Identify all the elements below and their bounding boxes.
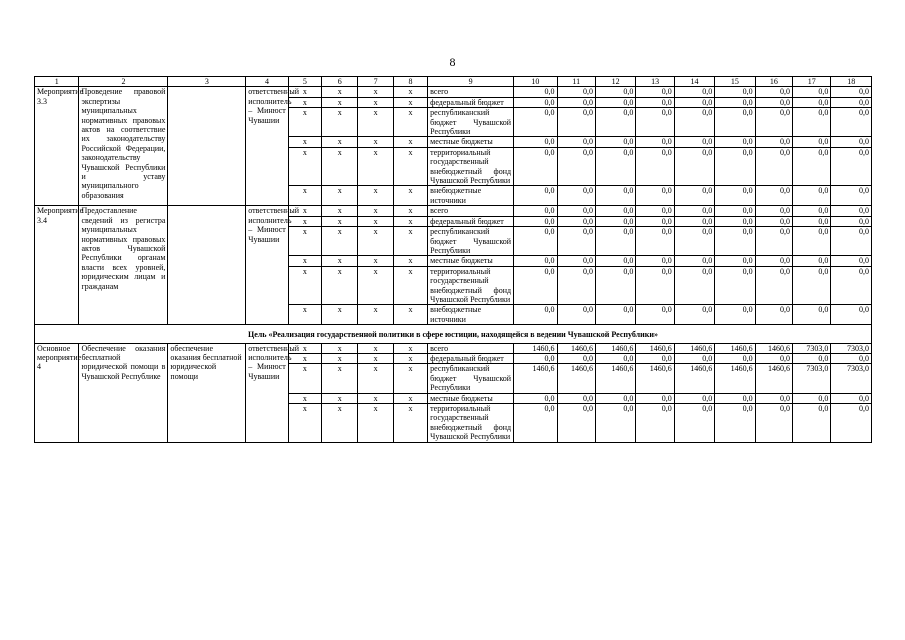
funding-value: 0,0 <box>557 256 595 266</box>
funding-value: 0,0 <box>674 186 714 206</box>
funding-value: 7303,0 <box>793 364 831 393</box>
funding-value: 0,0 <box>831 227 872 256</box>
code-mark: x <box>322 353 358 363</box>
funding-value: 1460,6 <box>557 343 595 353</box>
funding-value: 1460,6 <box>595 364 635 393</box>
code-mark: x <box>322 108 358 137</box>
code-mark: x <box>322 404 358 443</box>
funding-value: 0,0 <box>755 186 792 206</box>
code-mark: x <box>288 186 321 206</box>
code-mark: x <box>393 206 427 216</box>
funding-value: 0,0 <box>674 227 714 256</box>
funding-value: 0,0 <box>793 266 831 305</box>
goal-heading: Цель «Реализация государственной политики в сфере юстиции, находящейся в ведении Чувашской Республики» <box>35 325 872 343</box>
funding-value: 0,0 <box>793 186 831 206</box>
code-mark: x <box>288 256 321 266</box>
funding-source: всего <box>428 206 514 216</box>
funding-value: 0,0 <box>636 137 674 147</box>
funding-value: 0,0 <box>755 216 792 226</box>
funding-source: республиканский бюджет Чувашской Республики <box>428 227 514 256</box>
funding-value: 0,0 <box>636 216 674 226</box>
code-mark: x <box>393 353 427 363</box>
funding-value: 0,0 <box>674 404 714 443</box>
code-mark: x <box>393 256 427 266</box>
code-mark: x <box>393 404 427 443</box>
column-number: 7 <box>358 77 393 87</box>
funding-value: 0,0 <box>793 216 831 226</box>
column-number: 13 <box>636 77 674 87</box>
code-mark: x <box>358 137 393 147</box>
funding-value: 0,0 <box>595 393 635 403</box>
funding-value: 0,0 <box>793 353 831 363</box>
funding-value: 0,0 <box>793 206 831 216</box>
funding-value: 0,0 <box>674 147 714 186</box>
funding-value: 0,0 <box>793 305 831 325</box>
code-mark: x <box>288 393 321 403</box>
funding-value: 0,0 <box>715 147 755 186</box>
funding-value: 0,0 <box>674 97 714 107</box>
funding-value: 7303,0 <box>831 343 872 353</box>
funding-value: 0,0 <box>715 353 755 363</box>
column-number: 11 <box>557 77 595 87</box>
code-mark: x <box>393 87 427 97</box>
funding-value: 0,0 <box>514 97 557 107</box>
funding-value: 0,0 <box>514 147 557 186</box>
code-mark: x <box>322 266 358 305</box>
funding-value: 0,0 <box>715 108 755 137</box>
funding-value: 0,0 <box>831 216 872 226</box>
code-mark: x <box>393 393 427 403</box>
funding-value: 0,0 <box>557 147 595 186</box>
measure-target <box>168 87 246 206</box>
funding-value: 0,0 <box>674 393 714 403</box>
funding-source: всего <box>428 343 514 353</box>
funding-value: 7303,0 <box>793 343 831 353</box>
funding-source: внебюджетные источники <box>428 305 514 325</box>
funding-value: 1460,6 <box>674 364 714 393</box>
funding-value: 0,0 <box>793 108 831 137</box>
code-mark: x <box>393 108 427 137</box>
funding-source: федеральный бюджет <box>428 97 514 107</box>
code-mark: x <box>322 206 358 216</box>
funding-value: 0,0 <box>514 186 557 206</box>
funding-value: 0,0 <box>557 137 595 147</box>
code-mark: x <box>358 227 393 256</box>
funding-value: 1460,6 <box>557 364 595 393</box>
funding-value: 0,0 <box>557 87 595 97</box>
funding-value: 0,0 <box>636 256 674 266</box>
funding-value: 0,0 <box>715 97 755 107</box>
page-number: 8 <box>449 55 456 69</box>
column-number: 16 <box>755 77 792 87</box>
code-mark: x <box>288 266 321 305</box>
code-mark: x <box>288 404 321 443</box>
funding-value: 0,0 <box>755 353 792 363</box>
funding-value: 0,0 <box>636 266 674 305</box>
funding-source: территориальный государственный внебюджетный фонд Чувашской Республики <box>428 266 514 305</box>
funding-value: 0,0 <box>755 404 792 443</box>
code-mark: x <box>322 256 358 266</box>
funding-value: 0,0 <box>674 256 714 266</box>
code-mark: x <box>322 186 358 206</box>
funding-value: 0,0 <box>755 108 792 137</box>
funding-value: 0,0 <box>831 108 872 137</box>
funding-value: 0,0 <box>755 97 792 107</box>
code-mark: x <box>393 186 427 206</box>
funding-value: 0,0 <box>715 305 755 325</box>
funding-value: 0,0 <box>715 227 755 256</box>
funding-source: федеральный бюджет <box>428 216 514 226</box>
funding-value: 1460,6 <box>715 364 755 393</box>
column-number: 18 <box>831 77 872 87</box>
funding-value: 0,0 <box>595 137 635 147</box>
code-mark: x <box>393 227 427 256</box>
funding-value: 0,0 <box>755 305 792 325</box>
column-number: 5 <box>288 77 321 87</box>
funding-value: 0,0 <box>831 353 872 363</box>
code-mark: x <box>358 256 393 266</box>
funding-value: 0,0 <box>715 256 755 266</box>
funding-value: 0,0 <box>831 87 872 97</box>
funding-value: 0,0 <box>636 404 674 443</box>
code-mark: x <box>358 343 393 353</box>
funding-value: 0,0 <box>557 266 595 305</box>
funding-value: 0,0 <box>674 137 714 147</box>
funding-value: 0,0 <box>674 353 714 363</box>
funding-value: 0,0 <box>595 186 635 206</box>
funding-value: 0,0 <box>595 227 635 256</box>
column-number: 3 <box>168 77 246 87</box>
code-mark: x <box>288 108 321 137</box>
column-number: 9 <box>428 77 514 87</box>
code-mark: x <box>322 393 358 403</box>
code-mark: x <box>288 343 321 353</box>
measure-target: обеспечение оказания бесплатной юридической помощи <box>168 343 246 442</box>
code-mark: x <box>358 97 393 107</box>
funding-value: 0,0 <box>514 108 557 137</box>
funding-value: 1460,6 <box>755 343 792 353</box>
funding-value: 1460,6 <box>674 343 714 353</box>
funding-value: 0,0 <box>715 206 755 216</box>
code-mark: x <box>288 305 321 325</box>
column-number: 1 <box>35 77 79 87</box>
funding-value: 0,0 <box>595 305 635 325</box>
funding-value: 0,0 <box>595 256 635 266</box>
funding-value: 1460,6 <box>514 364 557 393</box>
funding-value: 0,0 <box>595 97 635 107</box>
funding-value: 0,0 <box>793 227 831 256</box>
code-mark: x <box>288 87 321 97</box>
code-mark: x <box>393 266 427 305</box>
funding-value: 1460,6 <box>715 343 755 353</box>
code-mark: x <box>358 404 393 443</box>
funding-source: республиканский бюджет Чувашской Республики <box>428 364 514 393</box>
column-number: 2 <box>79 77 168 87</box>
funding-value: 0,0 <box>595 216 635 226</box>
funding-value: 0,0 <box>636 108 674 137</box>
code-mark: x <box>358 353 393 363</box>
funding-value: 0,0 <box>636 87 674 97</box>
code-mark: x <box>393 216 427 226</box>
funding-value: 0,0 <box>793 137 831 147</box>
funding-value: 0,0 <box>755 227 792 256</box>
funding-value: 0,0 <box>595 266 635 305</box>
code-mark: x <box>358 216 393 226</box>
funding-value: 0,0 <box>557 305 595 325</box>
funding-value: 0,0 <box>595 108 635 137</box>
funding-value: 0,0 <box>831 393 872 403</box>
funding-value: 1460,6 <box>595 343 635 353</box>
funding-source: местные бюджеты <box>428 137 514 147</box>
code-mark: x <box>288 227 321 256</box>
code-mark: x <box>288 97 321 107</box>
funding-row <box>35 343 872 353</box>
funding-value: 0,0 <box>755 206 792 216</box>
funding-value: 0,0 <box>793 97 831 107</box>
code-mark: x <box>358 186 393 206</box>
funding-value: 0,0 <box>636 206 674 216</box>
code-mark: x <box>322 364 358 393</box>
funding-source: всего <box>428 87 514 97</box>
funding-value: 0,0 <box>514 353 557 363</box>
funding-value: 0,0 <box>831 147 872 186</box>
code-mark: x <box>393 97 427 107</box>
funding-value: 0,0 <box>755 137 792 147</box>
funding-value: 7303,0 <box>831 364 872 393</box>
funding-value: 0,0 <box>514 266 557 305</box>
funding-value: 0,0 <box>636 353 674 363</box>
column-number: 14 <box>674 77 714 87</box>
code-mark: x <box>358 87 393 97</box>
funding-value: 0,0 <box>755 147 792 186</box>
funding-source: местные бюджеты <box>428 393 514 403</box>
code-mark: x <box>322 97 358 107</box>
funding-source: федеральный бюджет <box>428 353 514 363</box>
funding-value: 0,0 <box>793 256 831 266</box>
measure-code: Основное мероприятие 4 <box>35 343 79 442</box>
funding-value: 0,0 <box>831 404 872 443</box>
funding-value: 0,0 <box>831 266 872 305</box>
code-mark: x <box>288 147 321 186</box>
funding-value: 0,0 <box>831 186 872 206</box>
column-number-row <box>35 77 872 87</box>
funding-value: 1460,6 <box>514 343 557 353</box>
column-number: 15 <box>715 77 755 87</box>
funding-value: 0,0 <box>715 404 755 443</box>
code-mark: x <box>358 266 393 305</box>
code-mark: x <box>322 137 358 147</box>
measure-code: Мероприятие 3.3 <box>35 87 79 206</box>
funding-value: 0,0 <box>831 97 872 107</box>
column-number: 4 <box>246 77 288 87</box>
funding-value: 0,0 <box>674 108 714 137</box>
funding-value: 0,0 <box>793 87 831 97</box>
funding-value: 1460,6 <box>636 364 674 393</box>
goal-row <box>35 325 872 343</box>
code-mark: x <box>358 305 393 325</box>
funding-value: 0,0 <box>674 206 714 216</box>
funding-value: 0,0 <box>715 266 755 305</box>
code-mark: x <box>288 137 321 147</box>
code-mark: x <box>288 206 321 216</box>
funding-value: 0,0 <box>715 137 755 147</box>
funding-value: 0,0 <box>514 87 557 97</box>
funding-value: 0,0 <box>636 393 674 403</box>
code-mark: x <box>358 206 393 216</box>
funding-value: 0,0 <box>595 353 635 363</box>
funding-source: республиканский бюджет Чувашской Республики <box>428 108 514 137</box>
funding-row <box>35 206 872 216</box>
funding-value: 0,0 <box>674 87 714 97</box>
funding-value: 0,0 <box>715 216 755 226</box>
code-mark: x <box>322 227 358 256</box>
code-mark: x <box>322 87 358 97</box>
funding-value: 0,0 <box>715 186 755 206</box>
code-mark: x <box>358 147 393 186</box>
measure-responsible: ответственный исполнитель – Минюст Чувашии <box>246 206 288 325</box>
funding-value: 0,0 <box>557 108 595 137</box>
funding-value: 0,0 <box>557 186 595 206</box>
funding-value: 0,0 <box>557 404 595 443</box>
code-mark: x <box>288 216 321 226</box>
funding-value: 0,0 <box>514 393 557 403</box>
funding-value: 0,0 <box>595 404 635 443</box>
program-table <box>34 76 872 443</box>
code-mark: x <box>358 108 393 137</box>
funding-value: 0,0 <box>636 227 674 256</box>
column-number: 6 <box>322 77 358 87</box>
column-number: 12 <box>595 77 635 87</box>
funding-value: 0,0 <box>674 216 714 226</box>
funding-value: 0,0 <box>557 393 595 403</box>
measure-responsible: ответственный исполнитель – Минюст Чувашии <box>246 87 288 206</box>
table-body <box>35 77 872 443</box>
code-mark: x <box>358 393 393 403</box>
funding-value: 0,0 <box>793 404 831 443</box>
funding-value: 0,0 <box>514 404 557 443</box>
funding-value: 0,0 <box>755 393 792 403</box>
funding-source: территориальный государственный внебюджетный фонд Чувашской Республики <box>428 404 514 443</box>
funding-value: 0,0 <box>557 216 595 226</box>
code-mark: x <box>322 216 358 226</box>
column-number: 10 <box>514 77 557 87</box>
funding-value: 0,0 <box>557 206 595 216</box>
funding-value: 0,0 <box>755 87 792 97</box>
code-mark: x <box>358 364 393 393</box>
code-mark: x <box>393 147 427 186</box>
funding-value: 0,0 <box>514 206 557 216</box>
funding-row <box>35 87 872 97</box>
funding-value: 0,0 <box>514 256 557 266</box>
funding-value: 0,0 <box>674 305 714 325</box>
funding-source: внебюджетные источники <box>428 186 514 206</box>
funding-value: 0,0 <box>715 87 755 97</box>
funding-value: 0,0 <box>557 353 595 363</box>
funding-source: местные бюджеты <box>428 256 514 266</box>
funding-value: 0,0 <box>831 137 872 147</box>
funding-value: 0,0 <box>636 147 674 186</box>
funding-value: 0,0 <box>636 305 674 325</box>
funding-value: 0,0 <box>557 227 595 256</box>
code-mark: x <box>393 343 427 353</box>
code-mark: x <box>288 353 321 363</box>
code-mark: x <box>322 305 358 325</box>
measure-responsible: ответственный исполнитель – Минюст Чувашии <box>246 343 288 442</box>
funding-value: 0,0 <box>514 216 557 226</box>
code-mark: x <box>393 364 427 393</box>
funding-value: 0,0 <box>831 206 872 216</box>
funding-value: 0,0 <box>636 97 674 107</box>
measure-target <box>168 206 246 325</box>
funding-value: 0,0 <box>595 206 635 216</box>
funding-value: 0,0 <box>831 305 872 325</box>
funding-value: 1460,6 <box>755 364 792 393</box>
funding-value: 0,0 <box>674 266 714 305</box>
funding-value: 0,0 <box>557 97 595 107</box>
funding-value: 0,0 <box>514 137 557 147</box>
funding-value: 0,0 <box>595 147 635 186</box>
funding-value: 0,0 <box>595 87 635 97</box>
funding-value: 0,0 <box>636 186 674 206</box>
funding-value: 0,0 <box>514 305 557 325</box>
funding-value: 0,0 <box>715 393 755 403</box>
funding-value: 0,0 <box>831 256 872 266</box>
code-mark: x <box>288 364 321 393</box>
code-mark: x <box>393 137 427 147</box>
funding-value: 1460,6 <box>636 343 674 353</box>
funding-value: 0,0 <box>755 266 792 305</box>
funding-value: 0,0 <box>793 393 831 403</box>
code-mark: x <box>322 343 358 353</box>
measure-code: Мероприятие 3.4 <box>35 206 79 325</box>
measure-name: Проведение правовой экспертизы муниципальных нормативных правовых актов на соответствие их законодательству Российской Федерации, законодательству Чувашской Республики и уставу муниципального образования <box>79 87 168 206</box>
funding-value: 0,0 <box>755 256 792 266</box>
column-number: 17 <box>793 77 831 87</box>
measure-name: Обеспечение оказания бесплатной юридической помощи в Чувашской Республике <box>79 343 168 442</box>
measure-name: Предоставление сведений из регистра муниципальных нормативных правовых актов Чувашской Республики органам власти всех уровней, юридическим лицам и гражданам <box>79 206 168 325</box>
column-number: 8 <box>393 77 427 87</box>
funding-value: 0,0 <box>793 147 831 186</box>
code-mark: x <box>322 147 358 186</box>
code-mark: x <box>393 305 427 325</box>
funding-value: 0,0 <box>514 227 557 256</box>
funding-source: территориальный государственный внебюджетный фонд Чувашской Республики <box>428 147 514 186</box>
